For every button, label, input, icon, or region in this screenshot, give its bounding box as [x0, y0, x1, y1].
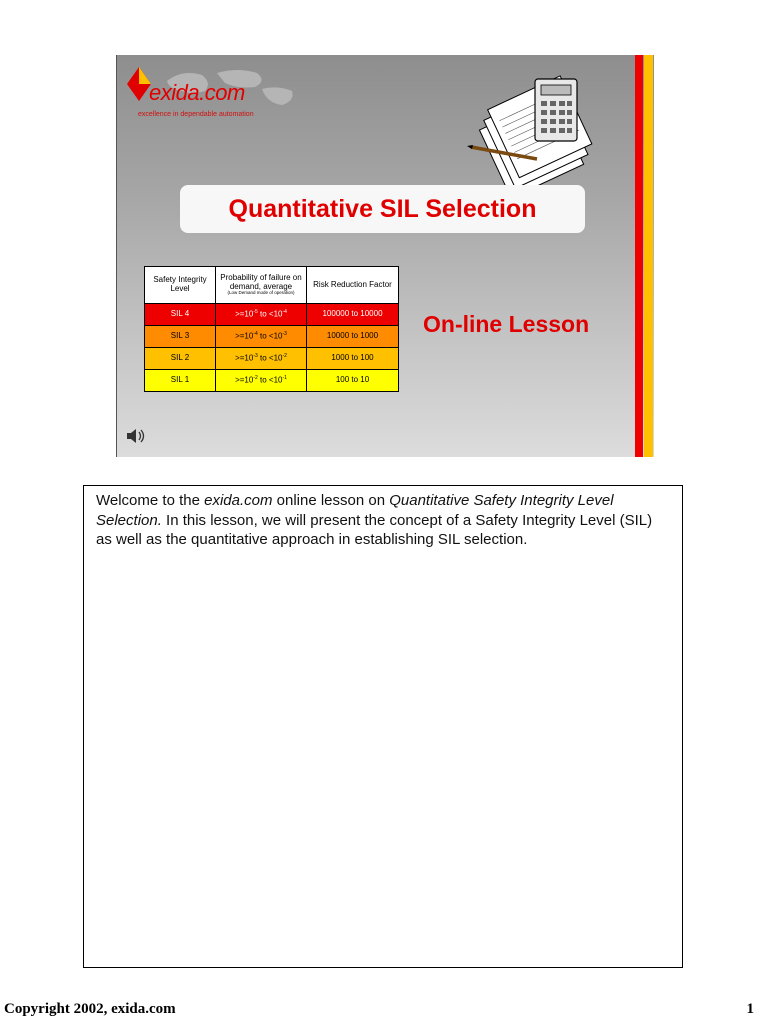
- pfd-to: 10: [273, 309, 283, 319]
- header-pfd-label: Probability of failure on demand, average: [220, 272, 302, 291]
- sil-level-cell: SIL 2: [145, 348, 216, 370]
- rrf-cell: 1000 to 100: [307, 348, 399, 370]
- calculator-papers-icon: [467, 69, 617, 199]
- notes-text: online lesson on: [272, 492, 390, 509]
- slide-subtitle: On-line Lesson: [423, 311, 590, 337]
- notes-lesson-title: Quantitative Safety Integrity Level Selection.: [96, 492, 614, 529]
- pfd-from-exponent: -3: [253, 352, 258, 359]
- pfd-from: 10: [244, 331, 254, 341]
- pfd-to-exponent: -1: [282, 374, 287, 381]
- pfd-cell: [216, 348, 307, 370]
- pfd-to: 10: [273, 375, 283, 385]
- pfd-prefix: >=: [235, 309, 245, 319]
- sil-level-cell: SIL 4: [145, 304, 216, 326]
- rrf-cell: 10000 to 1000: [307, 326, 399, 348]
- pfd-cell: [216, 370, 307, 392]
- table-row: [145, 326, 399, 348]
- notes-text: Welcome to the: [96, 492, 205, 509]
- sil-level-cell: SIL 3: [145, 326, 216, 348]
- logo-tagline: excellence in dependable automation: [138, 111, 254, 118]
- pfd-cell: [216, 326, 307, 348]
- slide-title: Quantitative SIL Selection: [228, 194, 537, 223]
- pfd-to-exponent: -2: [282, 352, 287, 359]
- table-row: [145, 348, 399, 370]
- pfd-mid: to <: [257, 309, 274, 319]
- table-row: [145, 370, 399, 392]
- header-pfd: [216, 267, 307, 304]
- pfd-mid: to <: [257, 331, 274, 341]
- pfd-to-exponent: -3: [282, 330, 287, 337]
- notes-text: In this lesson, we will present the concept of a Safety Integrity Level (SIL) as well as the quantitative approach in establishing SIL selection.: [96, 511, 653, 548]
- header-pfd-note: (Low Demand mode of operation): [227, 290, 295, 296]
- sil-table-body: [145, 304, 399, 392]
- slide-thumbnail: [116, 55, 654, 457]
- pfd-mid: to <: [257, 353, 274, 363]
- table-row: [145, 304, 399, 326]
- pfd-prefix: >=: [235, 375, 245, 385]
- pfd-to: 10: [273, 331, 283, 341]
- pfd-to-exponent: -4: [282, 308, 287, 315]
- pfd-from: 10: [244, 309, 254, 319]
- title-box: [180, 185, 585, 233]
- rrf-cell: 100 to 10: [307, 370, 399, 392]
- table-header-row: [145, 267, 399, 304]
- pfd-from-exponent: -4: [253, 330, 258, 337]
- exida-logo: [127, 67, 277, 117]
- notes-brand: exida.com: [204, 492, 273, 509]
- footer-copyright: Copyright 2002, exida.com: [4, 1001, 176, 1017]
- sil-level-cell: SIL 1: [145, 370, 216, 392]
- pfd-mid: to <: [257, 375, 274, 385]
- header-sil-level: Safety Integrity Level: [145, 267, 216, 304]
- pfd-prefix: >=: [235, 353, 245, 363]
- notes-box: [83, 485, 683, 968]
- pfd-from-exponent: -5: [253, 308, 258, 315]
- speaker-icon[interactable]: [125, 427, 147, 445]
- logo-text: exida.com: [149, 80, 245, 105]
- sil-table: [144, 266, 399, 392]
- accent-stripe-red: [635, 55, 643, 457]
- accent-stripe-yellow: [644, 55, 653, 457]
- pfd-to: 10: [273, 353, 283, 363]
- pfd-cell: [216, 304, 307, 326]
- pfd-prefix: >=: [235, 331, 245, 341]
- header-rrf: Risk Reduction Factor: [307, 267, 399, 304]
- pfd-from: 10: [244, 353, 254, 363]
- page-number: 1: [746, 1001, 754, 1017]
- rrf-cell: 100000 to 10000: [307, 304, 399, 326]
- logo-diamond-icon: [127, 67, 151, 101]
- pfd-from: 10: [244, 375, 254, 385]
- pfd-from-exponent: -2: [253, 374, 258, 381]
